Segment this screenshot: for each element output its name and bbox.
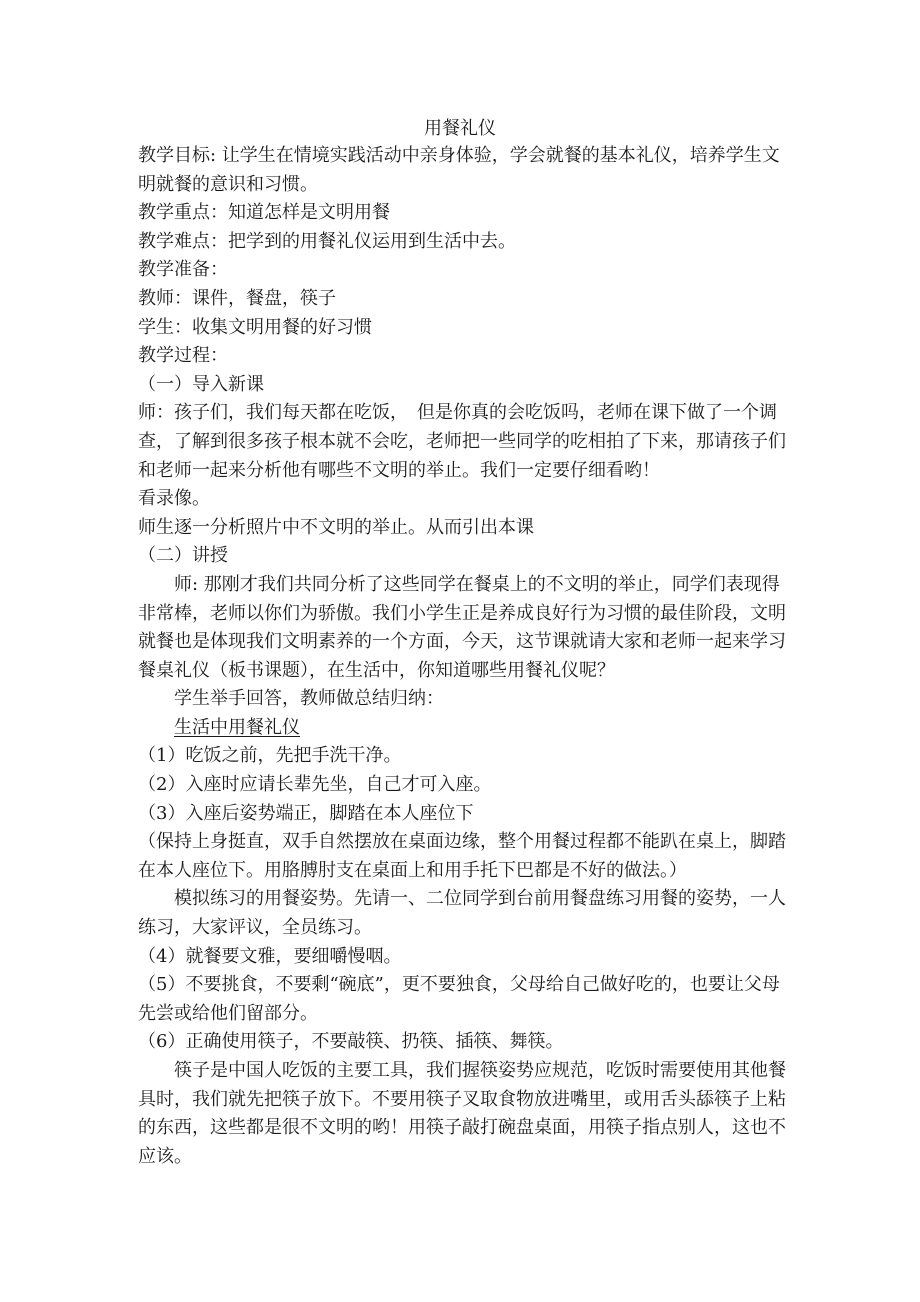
section-heading-teaching: （二）讲授 (138, 545, 228, 567)
list-item-3: （3）入座后姿势端正，脚踏在本人座位下 (138, 802, 474, 824)
list-item-5: （5）不要挑食，不要剩“碗底”，更不要独食，父母给自己做好吃的，也要让父母先尝或给他们留部分。 (138, 974, 780, 1024)
paragraph-analysis: 师生逐一分析照片中不文明的举止。从而引出本课 (138, 516, 534, 538)
list-item-1: （1）吃饭之前，先把手洗干净。 (138, 745, 402, 767)
paragraph-teacher-intro: 师：孩子们，我们每天都在吃饭， 但是你真的会吃饭吗，老师在课下做了一个调查，了解到很多孩子根本就不会吃，老师把一些同学的吃相拍了下来，那请孩子们 和老师一起来分析他有哪些不文明的举止。我们一定要仔细看哟！ (138, 402, 786, 481)
paragraph-key-point: 教学重点：知道怎样是文明用餐 (138, 202, 390, 224)
paragraph-student-prep: 学生：收集文明用餐的好习惯 (138, 316, 372, 338)
paragraph-student-answer: 学生举手回答，教师做总结归纳： (174, 688, 444, 710)
paragraph-posture-note: （保持上身挺直，双手自然摆放在桌面边缘，整个用餐过程都不能趴在桌上，脚踏在本人座位下。用胳膊肘支在桌面上和用手托下巴都是不好的做法。） (138, 831, 786, 881)
list-item-6: （6）正确使用筷子，不要敲筷、扔筷、插筷、舞筷。 (138, 1031, 564, 1053)
list-item-4: （4）就餐要文雅，要细嚼慢咽。 (138, 945, 402, 967)
paragraph-preparation: 教学准备： (138, 259, 228, 281)
paragraph-watch-video: 看录像。 (138, 488, 210, 510)
paragraph-teacher-prep: 教师：课件，餐盘，筷子 (138, 287, 336, 309)
document-title: 用餐礼仪 (424, 118, 496, 139)
subheading-dining-etiquette: 生活中用餐礼仪 (174, 716, 300, 738)
document-body (138, 142, 788, 1171)
section-heading-intro: （一）导入新课 (138, 373, 264, 395)
paragraph-practice: 模拟练习的用餐姿势。先请一、二位同学到台前用餐盘练习用餐的姿势，一人练习，大家评议，全员练习。 (138, 888, 786, 939)
paragraph-process: 教学过程： (138, 345, 228, 367)
paragraph-teacher-lecture: 师: 那刚才我们共同分析了这些同学在餐桌上的不文明的举止，同学们表现得非常棒，老师以你们为骄傲。我们小学生正是养成良好行为习惯的最佳阶段，文明就餐也是体现我们文明素养的一个方面，今天，这节课就请大家和老师一起来学习餐桌礼仪（板书课题），在生活中，你知道哪些用餐礼仪呢？ (138, 573, 786, 681)
paragraph-difficulty: 教学难点：把学到的用餐礼仪运用到生活中去。 (138, 230, 516, 252)
paragraph-chopsticks: 筷子是中国人吃饭的主要工具，我们握筷姿势应规范，吃饭时需要使用其他餐具时，我们就先把筷子放下。不要用筷子叉取食物放进嘴里，或用舌头舔筷子上粘的东西，这些都是很不文明的哟！用筷子敲打碗盘桌面，用筷子指点别人，这也不应该。 (138, 1060, 786, 1167)
paragraph-objective: 教学目标: 让学生在情境实践活动中亲身体验，学会就餐的基本礼仪，培养学生文明就餐的意识和习惯。 (138, 145, 780, 195)
list-item-2: （2）入座时应请长辈先坐，自己才可入座。 (138, 774, 492, 796)
